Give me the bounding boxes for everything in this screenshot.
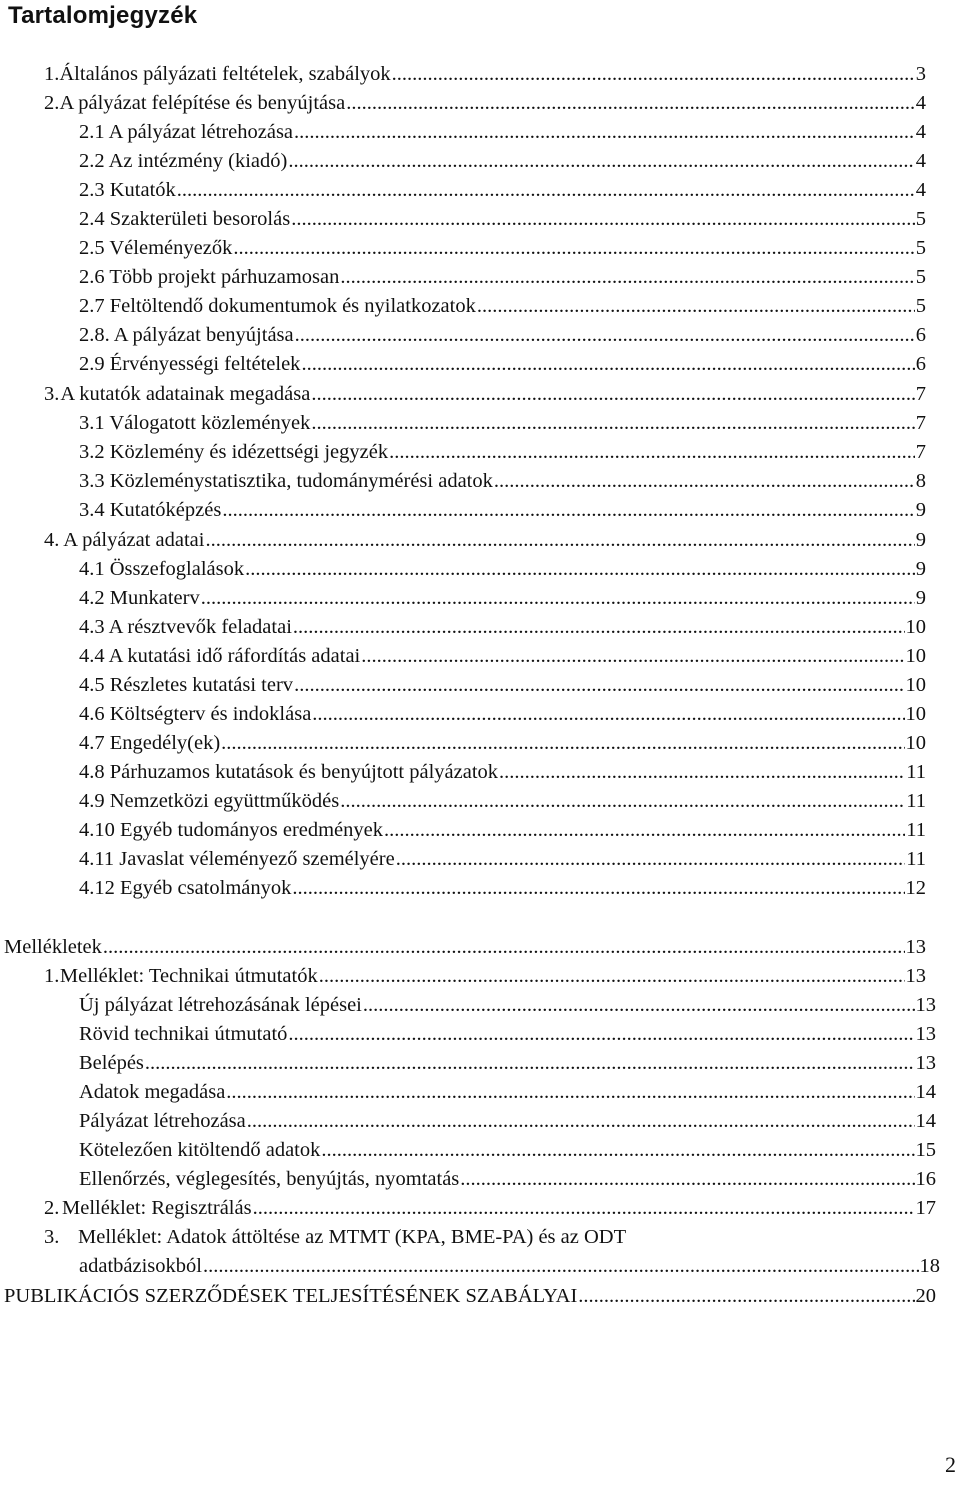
toc-entry-page: 13 — [905, 965, 926, 987]
dot-leader — [288, 147, 914, 176]
dot-leader — [494, 467, 915, 496]
toc-entry-label: 2.2 Az intézmény (kiadó) — [79, 150, 288, 172]
toc-entry[interactable] — [79, 409, 926, 438]
toc-entry[interactable] — [4, 933, 926, 962]
toc-entry-page: 7 — [915, 441, 926, 463]
toc-entry[interactable] — [79, 584, 926, 613]
toc-entry[interactable] — [79, 496, 926, 525]
dot-leader — [226, 1078, 914, 1107]
dot-leader — [253, 1194, 915, 1223]
toc-entry-label: 2.3 Kutatók — [79, 179, 176, 201]
toc-entry-page: 4 — [915, 150, 926, 172]
toc-entry-page: 13 — [915, 1023, 936, 1045]
toc-entry-page: 10 — [905, 674, 926, 696]
toc-entry-page: 4 — [915, 179, 926, 201]
toc-entry-label: Pályázat létrehozása — [79, 1110, 246, 1132]
toc-entry-page: 14 — [915, 1081, 936, 1103]
toc-entry-number: 2. — [44, 92, 60, 114]
toc-entry[interactable] — [79, 321, 926, 350]
toc-entry[interactable] — [79, 1165, 936, 1194]
toc-entry-page: 10 — [905, 732, 926, 754]
dot-leader — [340, 263, 914, 292]
toc-entry-label: 2.6 Több projekt párhuzamosan — [79, 266, 340, 288]
toc-entry[interactable] — [79, 758, 926, 787]
toc-entry[interactable] — [79, 671, 926, 700]
toc-entry-label: Kötelezően kitöltendő adatok — [79, 1139, 321, 1161]
toc-entry-number: 2. — [44, 1197, 60, 1219]
toc-entry-page: 13 — [915, 994, 936, 1016]
toc-entry-page: 10 — [905, 616, 926, 638]
dot-leader — [292, 874, 904, 903]
dot-leader — [346, 89, 915, 118]
toc-entry-number: 1. — [44, 965, 60, 987]
toc-entry[interactable] — [79, 263, 926, 292]
toc-entry-label: 4.6 Költségterv és indoklása — [79, 703, 312, 725]
dot-leader — [499, 758, 905, 787]
dot-leader — [477, 292, 915, 321]
toc-entry-page: 7 — [915, 383, 926, 405]
toc-entry-page: 9 — [915, 529, 926, 551]
toc-entry-page: 4 — [915, 121, 926, 143]
toc-entry[interactable] — [79, 205, 926, 234]
toc-entry-page: 15 — [915, 1139, 936, 1161]
page-number: 2 — [945, 1452, 956, 1477]
toc-entry-page: 5 — [915, 237, 926, 259]
toc-entry-label: 3.1 Válogatott közlemények — [79, 412, 311, 434]
toc-entry[interactable] — [79, 1107, 936, 1136]
toc-entry-page: 10 — [905, 703, 926, 725]
dot-leader — [288, 1020, 914, 1049]
toc-entry[interactable] — [79, 1252, 940, 1281]
toc-entry-page: 11 — [906, 790, 926, 812]
toc-entry-label: PUBLIKÁCIÓS SZERZŐDÉSEK TELJESÍTÉSÉNEK SZABÁLYAI — [4, 1285, 578, 1307]
toc-entry[interactable] — [44, 526, 926, 555]
toc-entry-label: Rövid technikai útmutató — [79, 1023, 288, 1045]
toc-entry-number: 3. — [44, 1226, 60, 1248]
dot-leader — [384, 816, 905, 845]
toc-entry-label: 4.2 Munkaterv — [79, 587, 200, 609]
dot-leader — [340, 787, 905, 816]
dot-leader — [361, 642, 904, 671]
dot-leader — [245, 555, 915, 584]
dot-leader — [201, 584, 915, 613]
toc-entry[interactable] — [79, 613, 926, 642]
toc-entry[interactable] — [79, 292, 926, 321]
dot-leader — [389, 438, 915, 467]
dot-leader — [301, 350, 914, 379]
dot-leader — [319, 962, 905, 991]
toc-entry-label: adatbázisokból — [79, 1255, 202, 1277]
toc-entry-label: 2.9 Érvényességi feltételek — [79, 353, 301, 375]
toc-entry-page: 13 — [915, 1052, 936, 1074]
toc-entry[interactable] — [79, 467, 926, 496]
dot-leader — [311, 380, 914, 409]
toc-entry[interactable] — [79, 787, 926, 816]
page-title: Tartalomjegyzék — [8, 2, 198, 29]
toc-entry-page: 11 — [906, 761, 926, 783]
toc-entry-label: Új pályázat létrehozásának lépései — [79, 994, 362, 1016]
toc-entry-label: 4.5 Részletes kutatási terv — [79, 674, 294, 696]
toc-entry-label: A kutatók adatainak megadása — [60, 383, 311, 405]
toc-entry-label: A pályázat adatai — [63, 529, 205, 551]
toc-entry-number: 1. — [44, 63, 60, 85]
toc-entry[interactable] — [4, 1282, 936, 1311]
toc-entry-label: 4.9 Nemzetközi együttműködés — [79, 790, 340, 812]
toc-entry-page: 3 — [915, 63, 926, 85]
dot-leader — [392, 60, 915, 89]
dot-leader — [396, 845, 906, 874]
toc-entry[interactable] — [79, 874, 926, 903]
toc-entry[interactable] — [79, 1020, 936, 1049]
toc-entry-label: 2.1 A pályázat létrehozása — [79, 121, 294, 143]
toc-entry-label: 2.4 Szakterületi besorolás — [79, 208, 291, 230]
toc-entry-page: 7 — [915, 412, 926, 434]
toc-entry-label: 4.1 Összefoglalások — [79, 558, 245, 580]
dot-leader — [363, 991, 915, 1020]
toc-entry-page: 5 — [915, 295, 926, 317]
toc-entry[interactable] — [79, 555, 926, 584]
toc-entry-page: 5 — [915, 266, 926, 288]
toc-entry[interactable] — [79, 176, 926, 205]
toc-entry-label: A pályázat felépítése és benyújtása — [59, 92, 346, 114]
toc-entry-label: 2.5 Véleményezők — [79, 237, 233, 259]
toc-entry-page: 9 — [915, 558, 926, 580]
toc-entry[interactable] — [79, 991, 936, 1020]
dot-leader — [103, 933, 905, 962]
toc-entry-label: Belépés — [79, 1052, 144, 1074]
toc-entry-page: 17 — [915, 1197, 936, 1219]
toc-entry[interactable] — [79, 845, 926, 874]
toc-entry-page: 11 — [906, 848, 926, 870]
toc-entry[interactable] — [44, 60, 926, 89]
toc-entry[interactable] — [79, 1049, 936, 1078]
toc-entry[interactable] — [44, 1194, 936, 1223]
toc-entry-label: 4.7 Engedély(ek) — [79, 732, 221, 754]
toc-entry-page: 9 — [915, 499, 926, 521]
toc-entry-number: 4. — [44, 529, 60, 551]
dot-leader — [291, 205, 915, 234]
toc-entry-page: 20 — [915, 1285, 936, 1307]
toc-entry[interactable] — [79, 642, 926, 671]
dot-leader — [222, 496, 914, 525]
dot-leader — [311, 409, 914, 438]
dot-leader — [312, 700, 904, 729]
toc-entry-page: 14 — [915, 1110, 936, 1132]
toc-entry-label: Mellékletek — [4, 936, 102, 958]
dot-leader — [221, 729, 904, 758]
dot-leader — [295, 321, 915, 350]
toc-entry[interactable] — [44, 89, 926, 118]
toc-entry-label: 4.11 Javaslat véleményező személyére — [79, 848, 395, 870]
toc-entry-page: 8 — [915, 470, 926, 492]
toc-entry-label: Adatok megadása — [79, 1081, 226, 1103]
toc-entry[interactable] — [79, 729, 926, 758]
toc-entry-label: 4.12 Egyéb csatolmányok — [79, 877, 292, 899]
dot-leader — [203, 1252, 919, 1281]
toc-entry-label: 3.2 Közlemény és idézettségi jegyzék — [79, 441, 389, 463]
toc-entry[interactable] — [79, 118, 926, 147]
toc-entry[interactable] — [79, 1136, 936, 1165]
toc-entry[interactable] — [79, 147, 926, 176]
toc-entry-label: Általános pályázati feltételek, szabályok — [59, 63, 391, 85]
toc-entry-page: 4 — [915, 92, 926, 114]
dot-leader — [321, 1136, 914, 1165]
toc-entry-page: 6 — [915, 324, 926, 346]
toc-entry-page: 11 — [906, 819, 926, 841]
toc-entry-label: 4.10 Egyéb tudományos eredmények — [79, 819, 384, 841]
toc-entry-label: 4.4 A kutatási idő ráfordítás adatai — [79, 645, 361, 667]
toc-entry-label: 2.7 Feltöltendő dokumentumok és nyilatkozatok — [79, 295, 476, 317]
dot-leader — [294, 671, 904, 700]
dot-leader — [177, 176, 915, 205]
toc-entry-page: 16 — [915, 1168, 936, 1190]
dot-leader — [233, 234, 914, 263]
toc-entry-label: 4.8 Párhuzamos kutatások és benyújtott pályázatok — [79, 761, 499, 783]
toc-entry-number: 3. — [44, 383, 60, 405]
toc-entry[interactable] — [44, 1223, 936, 1252]
dot-leader — [247, 1107, 915, 1136]
toc-entry-page: 5 — [915, 208, 926, 230]
toc-entry-label: 4.3 A résztvevők feladatai — [79, 616, 292, 638]
toc-entry-page: 6 — [915, 353, 926, 375]
toc-entry-label: 2.8. A pályázat benyújtása — [79, 324, 294, 346]
toc-entry-page: 10 — [905, 645, 926, 667]
toc-entry-page: 12 — [905, 877, 926, 899]
toc-entry[interactable] — [79, 816, 926, 845]
toc-entry[interactable] — [44, 380, 926, 409]
toc-entry[interactable] — [79, 1078, 936, 1107]
toc-entry-label: Melléklet: Regisztrálás — [62, 1197, 252, 1219]
dot-leader — [293, 613, 905, 642]
toc-entry-page: 13 — [905, 936, 926, 958]
toc-entry[interactable] — [44, 962, 926, 991]
toc-entry-label: Melléklet: Adatok áttöltése az MTMT (KPA, BME-PA) és az ODT — [78, 1226, 627, 1248]
dot-leader — [578, 1282, 914, 1311]
dot-leader — [460, 1165, 914, 1194]
toc-entry-label: 3.3 Közleménystatisztika, tudománymérési adatok — [79, 470, 493, 492]
dot-leader — [205, 526, 914, 555]
toc-entry[interactable] — [79, 350, 926, 379]
dot-leader — [145, 1049, 915, 1078]
toc-entry[interactable] — [79, 438, 926, 467]
toc-entry-label: Melléklet: Technikai útmutatók — [59, 965, 318, 987]
toc-entry-label: 3.4 Kutatóképzés — [79, 499, 222, 521]
toc-entry[interactable] — [79, 234, 926, 263]
dot-leader — [294, 118, 915, 147]
toc-entry-page: 18 — [919, 1255, 940, 1277]
toc-entry-page: 9 — [915, 587, 926, 609]
toc-entry[interactable] — [79, 700, 926, 729]
toc-entry-label: Ellenőrzés, véglegesítés, benyújtás, nyomtatás — [79, 1168, 460, 1190]
